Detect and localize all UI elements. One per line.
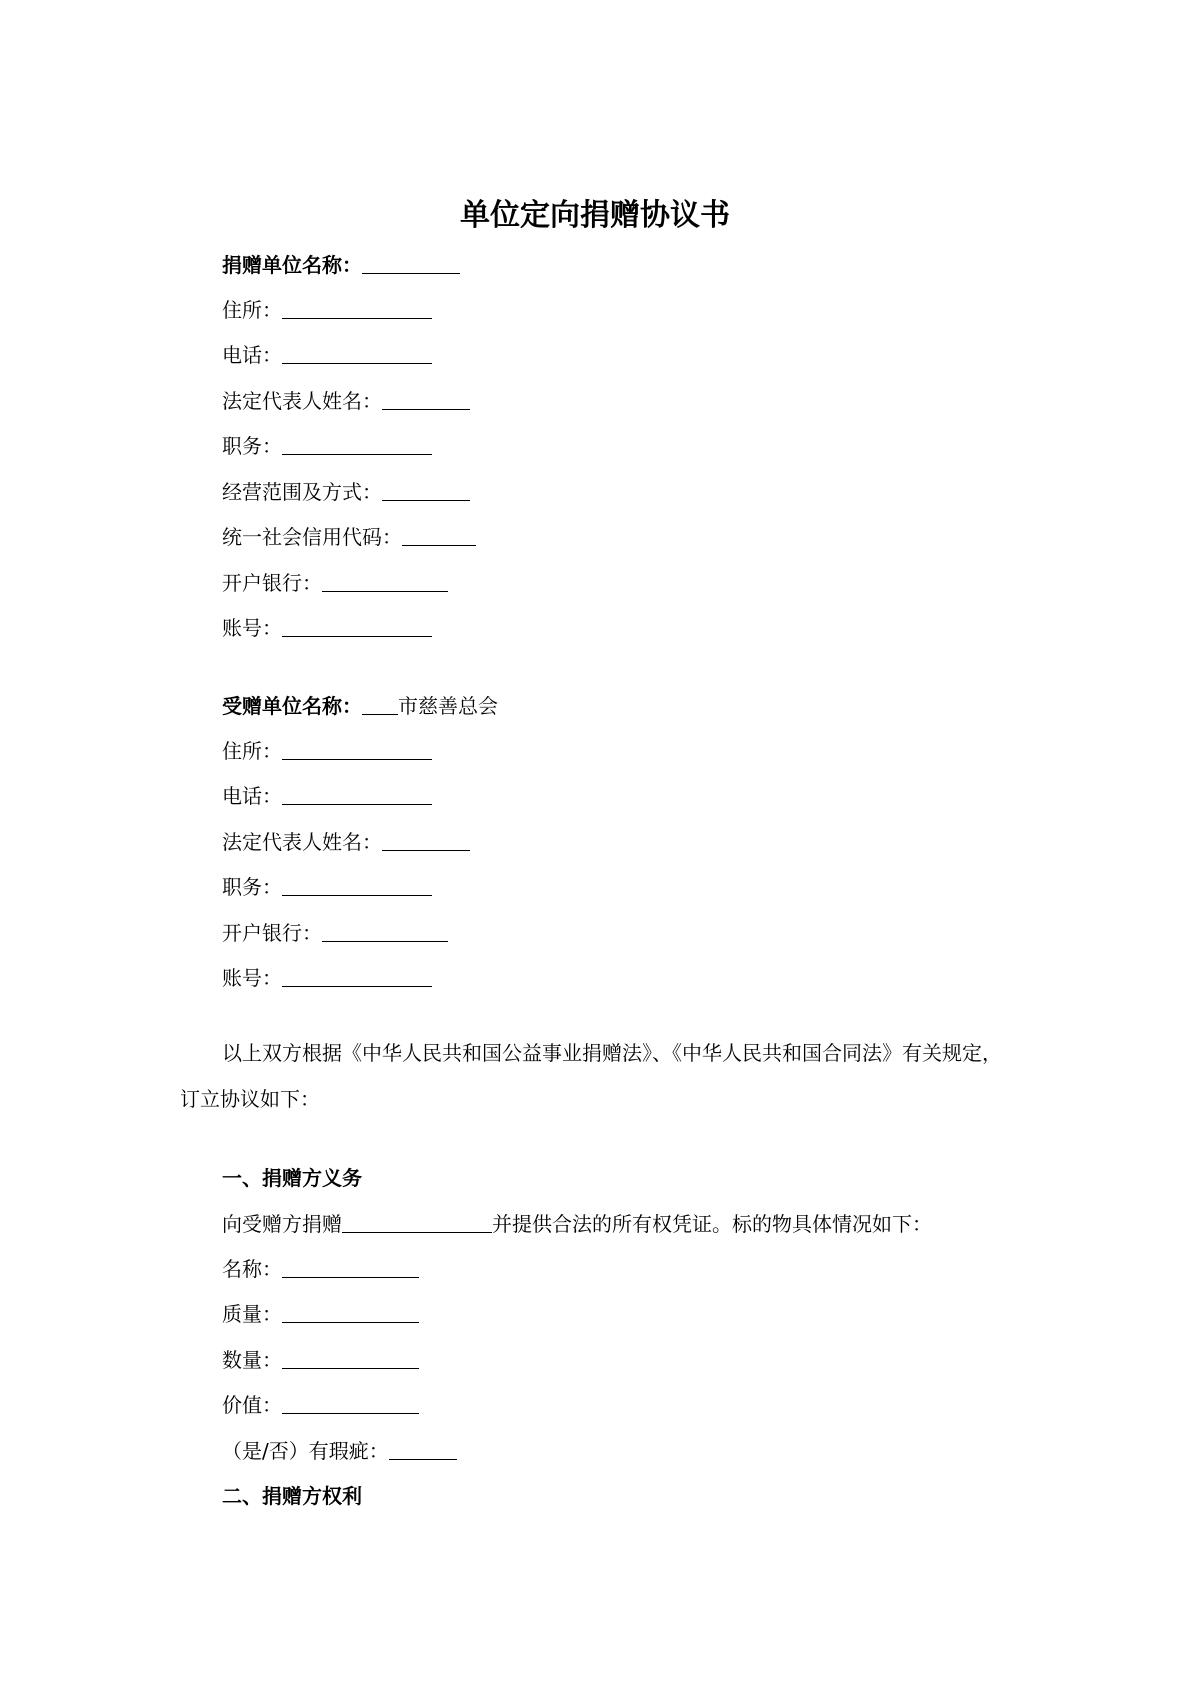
donor-field-label: 开户银行：: [222, 571, 322, 595]
recipient-field-label: 电话：: [222, 784, 282, 808]
donor-field-row: [222, 569, 448, 597]
recipient-field-blank: [282, 782, 432, 805]
recipient-field-blank: [282, 873, 432, 896]
section1-heading: 一、捐赠方义务: [222, 1166, 362, 1190]
item-field-label: 名称：: [222, 1257, 282, 1281]
donor-field-row: [222, 614, 432, 642]
section1-intro: [222, 1210, 932, 1238]
donor-field-blank: [282, 296, 432, 319]
donor-field-row: [222, 432, 432, 460]
donor-field-label: 电话：: [222, 343, 282, 367]
donor-field-blank: [282, 341, 432, 364]
donor-field-row: [222, 523, 476, 551]
recipient-field-blank: [382, 828, 470, 851]
donor-field-label: 统一社会信用代码：: [222, 525, 402, 549]
donor-field-row: [222, 341, 432, 369]
recipient-name-value: 市慈善总会: [398, 694, 498, 718]
recipient-field-blank: [322, 919, 448, 942]
item-field-row: [222, 1300, 419, 1328]
recipient-field-row: [222, 919, 448, 947]
donor-name-line: [222, 251, 460, 279]
recipient-field-label: 住所：: [222, 739, 282, 763]
item-field-blank: [282, 1391, 419, 1414]
section2-heading: 二、捐赠方权利: [222, 1484, 362, 1508]
donor-field-label: 住所：: [222, 298, 282, 322]
donor-field-label: 账号：: [222, 616, 282, 640]
document-title: 单位定向捐赠协议书: [460, 198, 730, 233]
donor-field-blank: [382, 387, 470, 410]
recipient-field-row: [222, 964, 432, 992]
donor-name-blank: [362, 251, 460, 274]
item-field-row: [222, 1391, 419, 1419]
section1-intro-before: 向受赠方捐赠: [222, 1212, 342, 1236]
recipient-field-label: 开户银行：: [222, 921, 322, 945]
recipient-field-label: 账号：: [222, 966, 282, 990]
recipient-name-blank: [362, 692, 398, 715]
donor-field-label: 经营范围及方式：: [222, 480, 382, 504]
preamble-paragraph: 以上双方根据《中华人民共和国公益事业捐赠法》、《中华人民共和国合同法》有关规定，订立协议如下：: [180, 1041, 1002, 1111]
donor-field-row: [222, 296, 432, 324]
item-field-row: [222, 1255, 419, 1283]
item-field-blank: [282, 1255, 419, 1278]
recipient-heading: 受赠单位名称：: [222, 694, 362, 718]
donor-heading: 捐赠单位名称：: [222, 253, 362, 277]
donor-field-blank: [282, 432, 432, 455]
item-field-blank: [282, 1346, 419, 1369]
recipient-field-blank: [282, 737, 432, 760]
item-field-label: 质量：: [222, 1302, 282, 1326]
item-field-label: （是/否）有瑕疵：: [222, 1439, 389, 1463]
donor-field-blank: [382, 478, 470, 501]
recipient-field-label: 职务：: [222, 875, 282, 899]
item-field-label: 价值：: [222, 1393, 282, 1417]
item-field-row: [222, 1437, 457, 1465]
item-field-blank: [389, 1437, 457, 1460]
recipient-field-label: 法定代表人姓名：: [222, 830, 382, 854]
recipient-field-blank: [282, 964, 432, 987]
donor-field-row: [222, 478, 470, 506]
item-field-blank: [282, 1300, 419, 1323]
donor-field-label: 职务：: [222, 434, 282, 458]
recipient-field-row: [222, 782, 432, 810]
recipient-field-row: [222, 873, 432, 901]
section1-intro-after: 并提供合法的所有权凭证。标的物具体情况如下：: [492, 1212, 932, 1236]
donation-item-blank: [342, 1210, 492, 1233]
item-field-row: [222, 1346, 419, 1374]
donor-field-blank: [322, 569, 448, 592]
recipient-field-row: [222, 828, 470, 856]
recipient-field-row: [222, 737, 432, 765]
item-field-label: 数量：: [222, 1348, 282, 1372]
donor-field-label: 法定代表人姓名：: [222, 389, 382, 413]
donor-field-blank: [402, 523, 476, 546]
recipient-name-line: [222, 692, 498, 720]
donor-field-blank: [282, 614, 432, 637]
donor-field-row: [222, 387, 470, 415]
